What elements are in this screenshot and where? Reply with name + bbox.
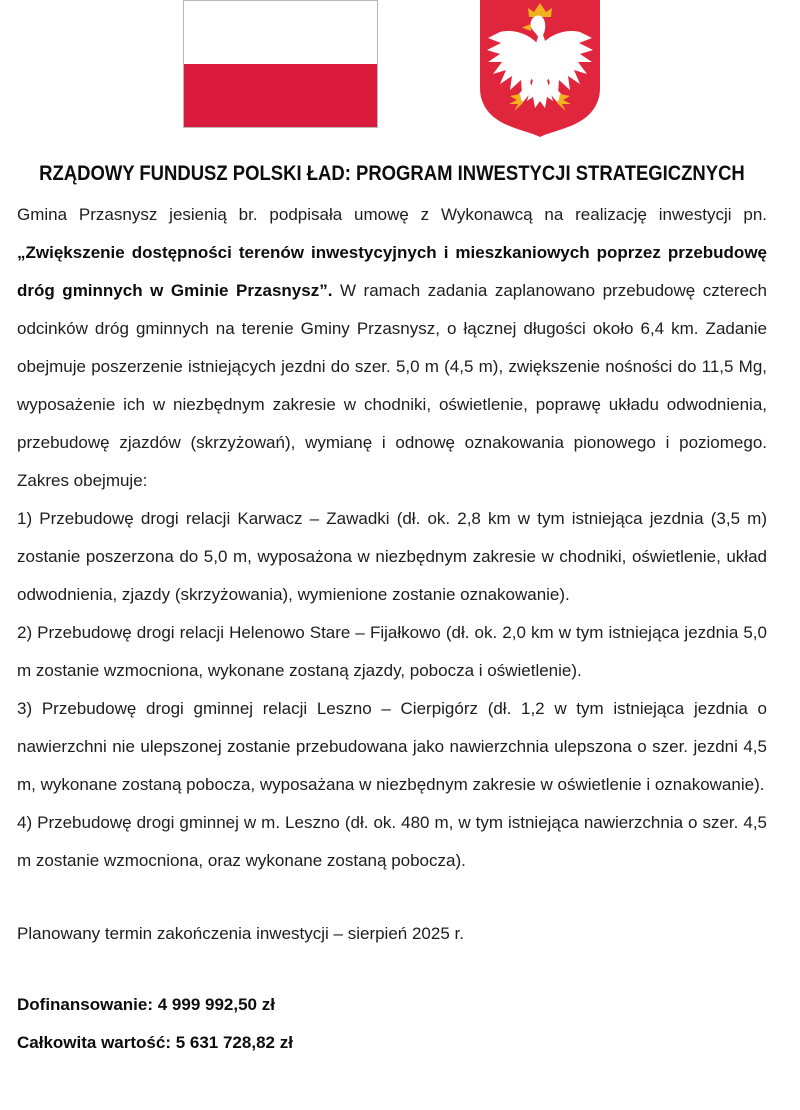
page-title-text: RZĄDOWY FUNDUSZ POLSKI ŁAD: PROGRAM INWESTYCJI STRATEGICZNYCH [39,162,745,185]
scope-item: 2) Przebudowę drogi relacji Helenowo Stare – Fijałkowo (dł. ok. 2,0 km w tym istniejąca jezdnia 5,0 m zostanie wzmocniona, wykonane zostaną zjazdy, pobocza i oświetlenie). [17,623,767,680]
scope-items [17,500,767,880]
scope-item: 4) Przebudowę drogi gminnej w m. Leszno (dł. ok. 480 m, w tym istniejąca nawierzchnia o szer. 4,5 m zostanie wzmocniona, oraz wykonane zostaną pobocza). [17,813,767,870]
scope-item: 1) Przebudowę drogi relacji Karwacz – Zawadki (dł. ok. 2,8 km w tym istniejąca jezdnia (3,5 m) zostanie poszerzona do 5,0 m, wyposażona w niezbędnym zakresie w chodniki, oświetlenie, układ odwodnienia, zjazdy (skrzyżowania), wymienione zostanie oznakowanie). [17,509,767,604]
scope-heading: Zakres obejmuje: [17,471,148,490]
intro-text-lead: Gmina Przasnysz jesienią br. podpisała umowę z Wykonawcą na realizację inwestycji pn. [17,205,767,224]
total-value: Całkowita wartość: 5 631 728,82 zł [17,1033,293,1052]
flag-red-stripe [184,64,377,127]
flag-white-stripe [184,1,377,64]
investment-name-bold: „Zwiększenie dostępności terenów inwestycyjnych i mieszkaniowych poprzez przebudowę dróg gminnych w Gminie Przasnysz”. [17,243,767,300]
intro-paragraph [17,196,767,462]
document-content [0,160,800,1062]
scope-item: 3) Przebudowę drogi gminnej relacji Leszno – Cierpigórz (dł. 1,2 w tym istniejąca jezdnia o nawierzchni nie ulepszonej zostanie przebudowana jako nawierzchnia ulepszona o szer. jezdni 4,5 m, wykonane zostaną pobocza, wyposażana w niezbędnym zakresie w oświetlenie i oznakowanie). [17,699,767,794]
intro-text-rest: W ramach zadania zaplanowano przebudowę czterech odcinków dróg gminnych na terenie Gminy Przasnysz, o łącznej długości około 6,4 km. Zadanie obejmuje poszerzenie istniejących jezdni do szer. 5,0 m (4,5 m), zwiększenie nośności do 11,5 Mg, wyposażenie ich w niezbędnym zakresie w chodniki, oświetlenie, poprawę układu odwodnienia, przebudowę zjazdów (skrzyżowań), wymianę i odnowę oznakowania pionowego i poziomego. [17,281,767,452]
poland-coat-of-arms-icon [480,0,600,137]
page-title [17,160,767,187]
poland-flag-icon [183,0,378,128]
funding-amount: Dofinansowanie: 4 999 992,50 zł [17,995,275,1014]
document-header [0,0,800,137]
deadline-text: Planowany termin zakończenia inwestycji – sierpień 2025 r. [17,924,464,943]
